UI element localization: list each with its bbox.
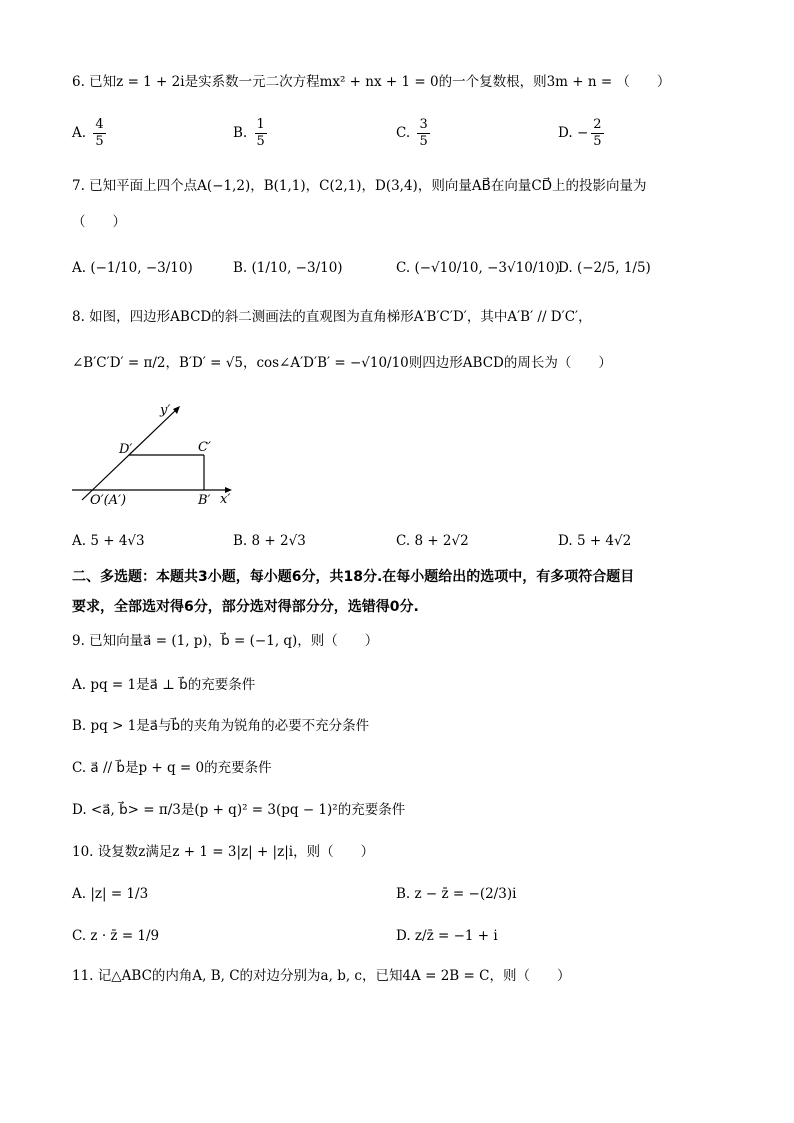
label-b: B′ (198, 493, 211, 508)
q10-option-c: C. z · z̄ = 1/9 (72, 928, 160, 944)
q8-option-c: C. 8 + 2√2 (396, 533, 469, 549)
q9-option-c: C. a⃗ // b⃗是p + q = 0的充要条件 (72, 760, 272, 776)
q7-option-a: A. (−1/10, −3/10) (72, 260, 193, 276)
q7-stem: 7. 已知平面上四个点A(−1,2)，B(1,1)，C(2,1)，D(3,4)，则向量AB⃗在向量CD⃗上的投影向量为 (72, 178, 647, 194)
label-d: D′ (119, 442, 133, 457)
q6-option-a: A. $\frac{4}{5}$ (72, 117, 104, 149)
q7-option-b: B. (1/10, −3/10) (233, 260, 343, 276)
q7-answer-paren: （ ） (72, 214, 126, 230)
q8-option-d: D. 5 + 4√2 (558, 533, 632, 549)
q10-option-b: B. z − z̄ = −(2/3)i (396, 886, 517, 902)
label-x: x′ (220, 492, 231, 507)
q6-option-c: C. $\frac{3}{5}$ (396, 117, 428, 149)
q7-option-d: D. (−2/5, 1/5) (558, 260, 651, 276)
q6-option-d: D. − $\frac{2}{5}$ (558, 117, 602, 149)
q8-stem-2: ∠B′C′D′ = π/2，B′D′ = √5，cos∠A′D′B′ = −√10/10则四边形ABCD的周长为（ ） (72, 355, 612, 371)
q7-option-c: C. (−√10/10, −3√10/10) (396, 260, 560, 276)
q9-option-b: B. pq > 1是a⃗与b⃗的夹角为锐角的必要不充分条件 (72, 718, 370, 734)
section2-heading-line1: 二、多选题：本题共3小题，每小题6分，共18分.在每小题给出的选项中，有多项符合题目 (72, 569, 635, 585)
q9-option-a: A. pq = 1是a⃗ ⊥ b⃗的充要条件 (72, 677, 256, 693)
q8-stem: 8. 如图，四边形ABCD的斜二测画法的直观图为直角梯形A′B′C′D′，其中A′B′ // D′C′， (72, 309, 592, 325)
q9-stem: 9. 已知向量a⃗ = (1, p)，b⃗ = (−1, q)，则（ ） (72, 633, 379, 649)
q8-figure (70, 396, 250, 516)
q8-option-b: B. 8 + 2√3 (233, 533, 306, 549)
q11-stem: 11. 记△ABC的内角A, B, C的对边分别为a, b, c，已知4A = 2B = C，则（ ） (72, 968, 571, 984)
q10-option-a: A. |z| = 1/3 (72, 886, 149, 902)
axis-y-arrow (173, 406, 180, 414)
q6-stem: 6. 已知z = 1 + 2i是实系数一元二次方程mx² + nx + 1 = 0的一个复数根，则3m + n = （ ） (72, 74, 671, 90)
q10-option-d: D. z/z̄ = −1 + i (396, 928, 498, 944)
q6-option-b: B. $\frac{1}{5}$ (233, 117, 265, 149)
q10-stem: 10. 设复数z满足z + 1 = 3|z| + |z|i，则（ ） (72, 844, 375, 860)
label-c: C′ (198, 440, 211, 455)
label-y: y′ (160, 403, 171, 418)
q9-option-d: D. <a⃗, b⃗> = π/3是(p + q)² = 3(pq − 1)²的充要条件 (72, 802, 406, 818)
q8-option-a: A. 5 + 4√3 (72, 533, 145, 549)
section2-heading-line2: 要求，全部选对得6分，部分选对得部分分，选错得0分. (72, 599, 419, 615)
label-o: O′(A′) (90, 493, 127, 508)
